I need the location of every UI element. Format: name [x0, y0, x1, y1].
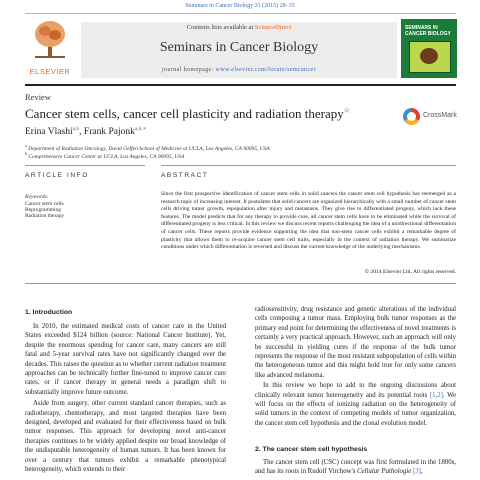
affiliation-text: Department of Radiation Oncology, David Geffen School of Medicine at UCLA, Los Angeles, CA 90095, USA	[28, 145, 270, 152]
section-2-heading: 2. The cancer stem cell hypothesis	[255, 446, 368, 453]
journal-name: Seminars in Cancer Biology	[159, 40, 319, 55]
sciencedirect-link[interactable]: ScienceDirect	[254, 24, 292, 31]
emphasis-text: Cellular Pathologie	[357, 468, 412, 476]
affiliation	[25, 151, 184, 160]
article-title-text: Cancer stem cells, cancer cell plasticity and radiation therapy	[25, 106, 344, 121]
crossmark-label: CrossMark	[423, 112, 457, 119]
paragraph-text: The cancer stem cell (CSC) concept was first formulated in the 1800s, and has its roots in Rudolf Virchow's	[255, 459, 456, 476]
citation-link[interactable]: [1,2]	[429, 391, 443, 399]
contents-line	[81, 24, 397, 31]
article-info-heading: ARTICLE INFO	[25, 172, 89, 179]
elsevier-logo	[25, 20, 75, 78]
info-divider	[25, 165, 145, 166]
cover-image	[409, 41, 451, 73]
abstract-divider	[161, 165, 456, 166]
right-column	[255, 305, 456, 428]
affiliation-text: Comprehensive Cancer Center at UCLA, Los Angeles, CA 90095, USA	[28, 153, 185, 160]
article-type: Review	[25, 92, 51, 102]
body-paragraph: radiosensitivity, drug resistance and genetic alterations of the individual cells composing a tumor mass. Employing bulk tumor responses as the primary end point for determining the effectiveness of novel treatments is certainly a very practical approach. However, such an approach will only be successful in yielding cures if the response of the bulk tumor represents the response of the most resistant subpopulation of cells within the heterogeneous tumor and this might hold true for only some cancers like advanced melanoma.	[255, 306, 456, 379]
keyword: Reprogramming	[25, 207, 62, 213]
affiliation-mark: a	[25, 143, 27, 148]
body-paragraph: Aside from surgery, other current standard cancer therapies, such as radiotherapy, chemotherapy, and most targeted therapies have been designed, developed and evaluated for their effectiveness based on bulk tumor responses. This approach for developing novel anti-cancer therapies continues to be widely applied despite our broad knowledge of the undisputable heterogeneity of human tumors. It has been known for over a century that tumors exhibit a remarkable phenotypical heterogeneity, which extends to their	[25, 400, 226, 474]
author-separator: ,	[79, 127, 84, 138]
citation-link[interactable]: [3]	[411, 468, 421, 476]
abstract-bottom-divider	[25, 283, 456, 284]
journal-homepage	[81, 67, 397, 73]
abstract-text: Since the first prospective identification of cancer stem cells in solid cancers the cancer stem cell hypothesis has reemerged as a research topic of increasing interest. It postulates that solid cancers are organized hierarchically with a small number of cancer stem cells driving tumor growth, repopulation after injury and metastasis. They give rise to differentiated progeny, which lack these features. The model predicts that for any therapy to provide cure, all cancer stem cells have to be eliminated while the survival of differentiated progeny is less critical. In this review we discuss recent reports challenging the idea of a unidirectional differentiation of cancer cells. These reports provide evidence supporting the idea that non-stem cancer cells exhibit a remarkable degree of plasticity that allows them to re-acquire cancer stem cell traits, especially in the context of radiation therapy. We summarize conditions under which differentiation is reversed and discuss the current knowledge of the underlying mechanisms.	[161, 191, 456, 251]
keyword: Radiation therapy	[25, 213, 65, 219]
elsevier-tree-icon	[33, 20, 67, 60]
homepage-link[interactable]: www.elsevier.com/locate/semcancer	[215, 67, 316, 73]
header-divider	[25, 13, 456, 14]
right-column-section-2	[255, 458, 456, 477]
cover-illustration	[420, 48, 438, 64]
left-column	[25, 322, 226, 475]
keyword: Cancer stem cells	[25, 201, 64, 207]
paragraph-text: In this review we hope to add to the ongoing discussions about clinically relevant tumor heterogeneity and its potential roots	[255, 382, 456, 399]
body-paragraph: In 2010, the estimated medical costs of cancer care in the United States exceeded $124 billion (source: National Cancer Institute). Yet, despite the enormous spending for cancer care, many cancers are still fatal and 5-year survival rates have not significantly changed over the decades. This raises the question as to whether current radiation treatment approaches can be technically further fine-tuned to improve cancer cure rates, or if cancer therapy in general needs a paradigm shift to substantially improve future outcome.	[25, 323, 226, 396]
journal-citation[interactable]: Seminars in Cancer Biology 31 (2015) 28–35	[185, 3, 295, 9]
introduction-heading: 1. Introduction	[25, 309, 73, 316]
journal-cover	[401, 19, 457, 78]
contents-prefix: Contents lists available at	[186, 24, 255, 31]
crossmark-icon-center	[407, 112, 416, 121]
author-affiliation-marks[interactable]: a,b,∗	[134, 126, 147, 132]
author-name[interactable]: Erina Vlashi	[25, 127, 73, 138]
keywords-label: Keywords:	[25, 194, 49, 200]
author-list	[25, 126, 147, 137]
affiliation-mark: b	[25, 151, 27, 156]
paragraph-text: ,	[420, 468, 423, 476]
article-title	[25, 106, 350, 122]
header-thick-divider	[25, 84, 456, 86]
homepage-prefix: journal homepage:	[162, 67, 216, 73]
crossmark-badge[interactable]	[403, 108, 457, 126]
author-affiliation-marks[interactable]: a,b	[72, 126, 80, 132]
body-paragraph	[255, 458, 456, 477]
body-paragraph	[255, 381, 456, 428]
cover-title: SEMINARS IN CANCER BIOLOGY	[405, 25, 451, 37]
abstract-heading: ABSTRACT	[161, 172, 209, 179]
author-name[interactable]: Frank Pajonk	[83, 127, 135, 138]
paragraph-text: . We will focus on the effects of ionizing radiation on the heterogeneity of solid tumors in the context of competing models of tumor organization, the cancer stem cell hypothesis and the clonal evolution model.	[255, 391, 456, 427]
title-footnote-mark[interactable]: ☆	[343, 106, 351, 115]
copyright: © 2014 Elsevier Ltd. All rights reserved.	[364, 269, 456, 275]
elsevier-wordmark: ELSEVIER	[29, 67, 71, 76]
